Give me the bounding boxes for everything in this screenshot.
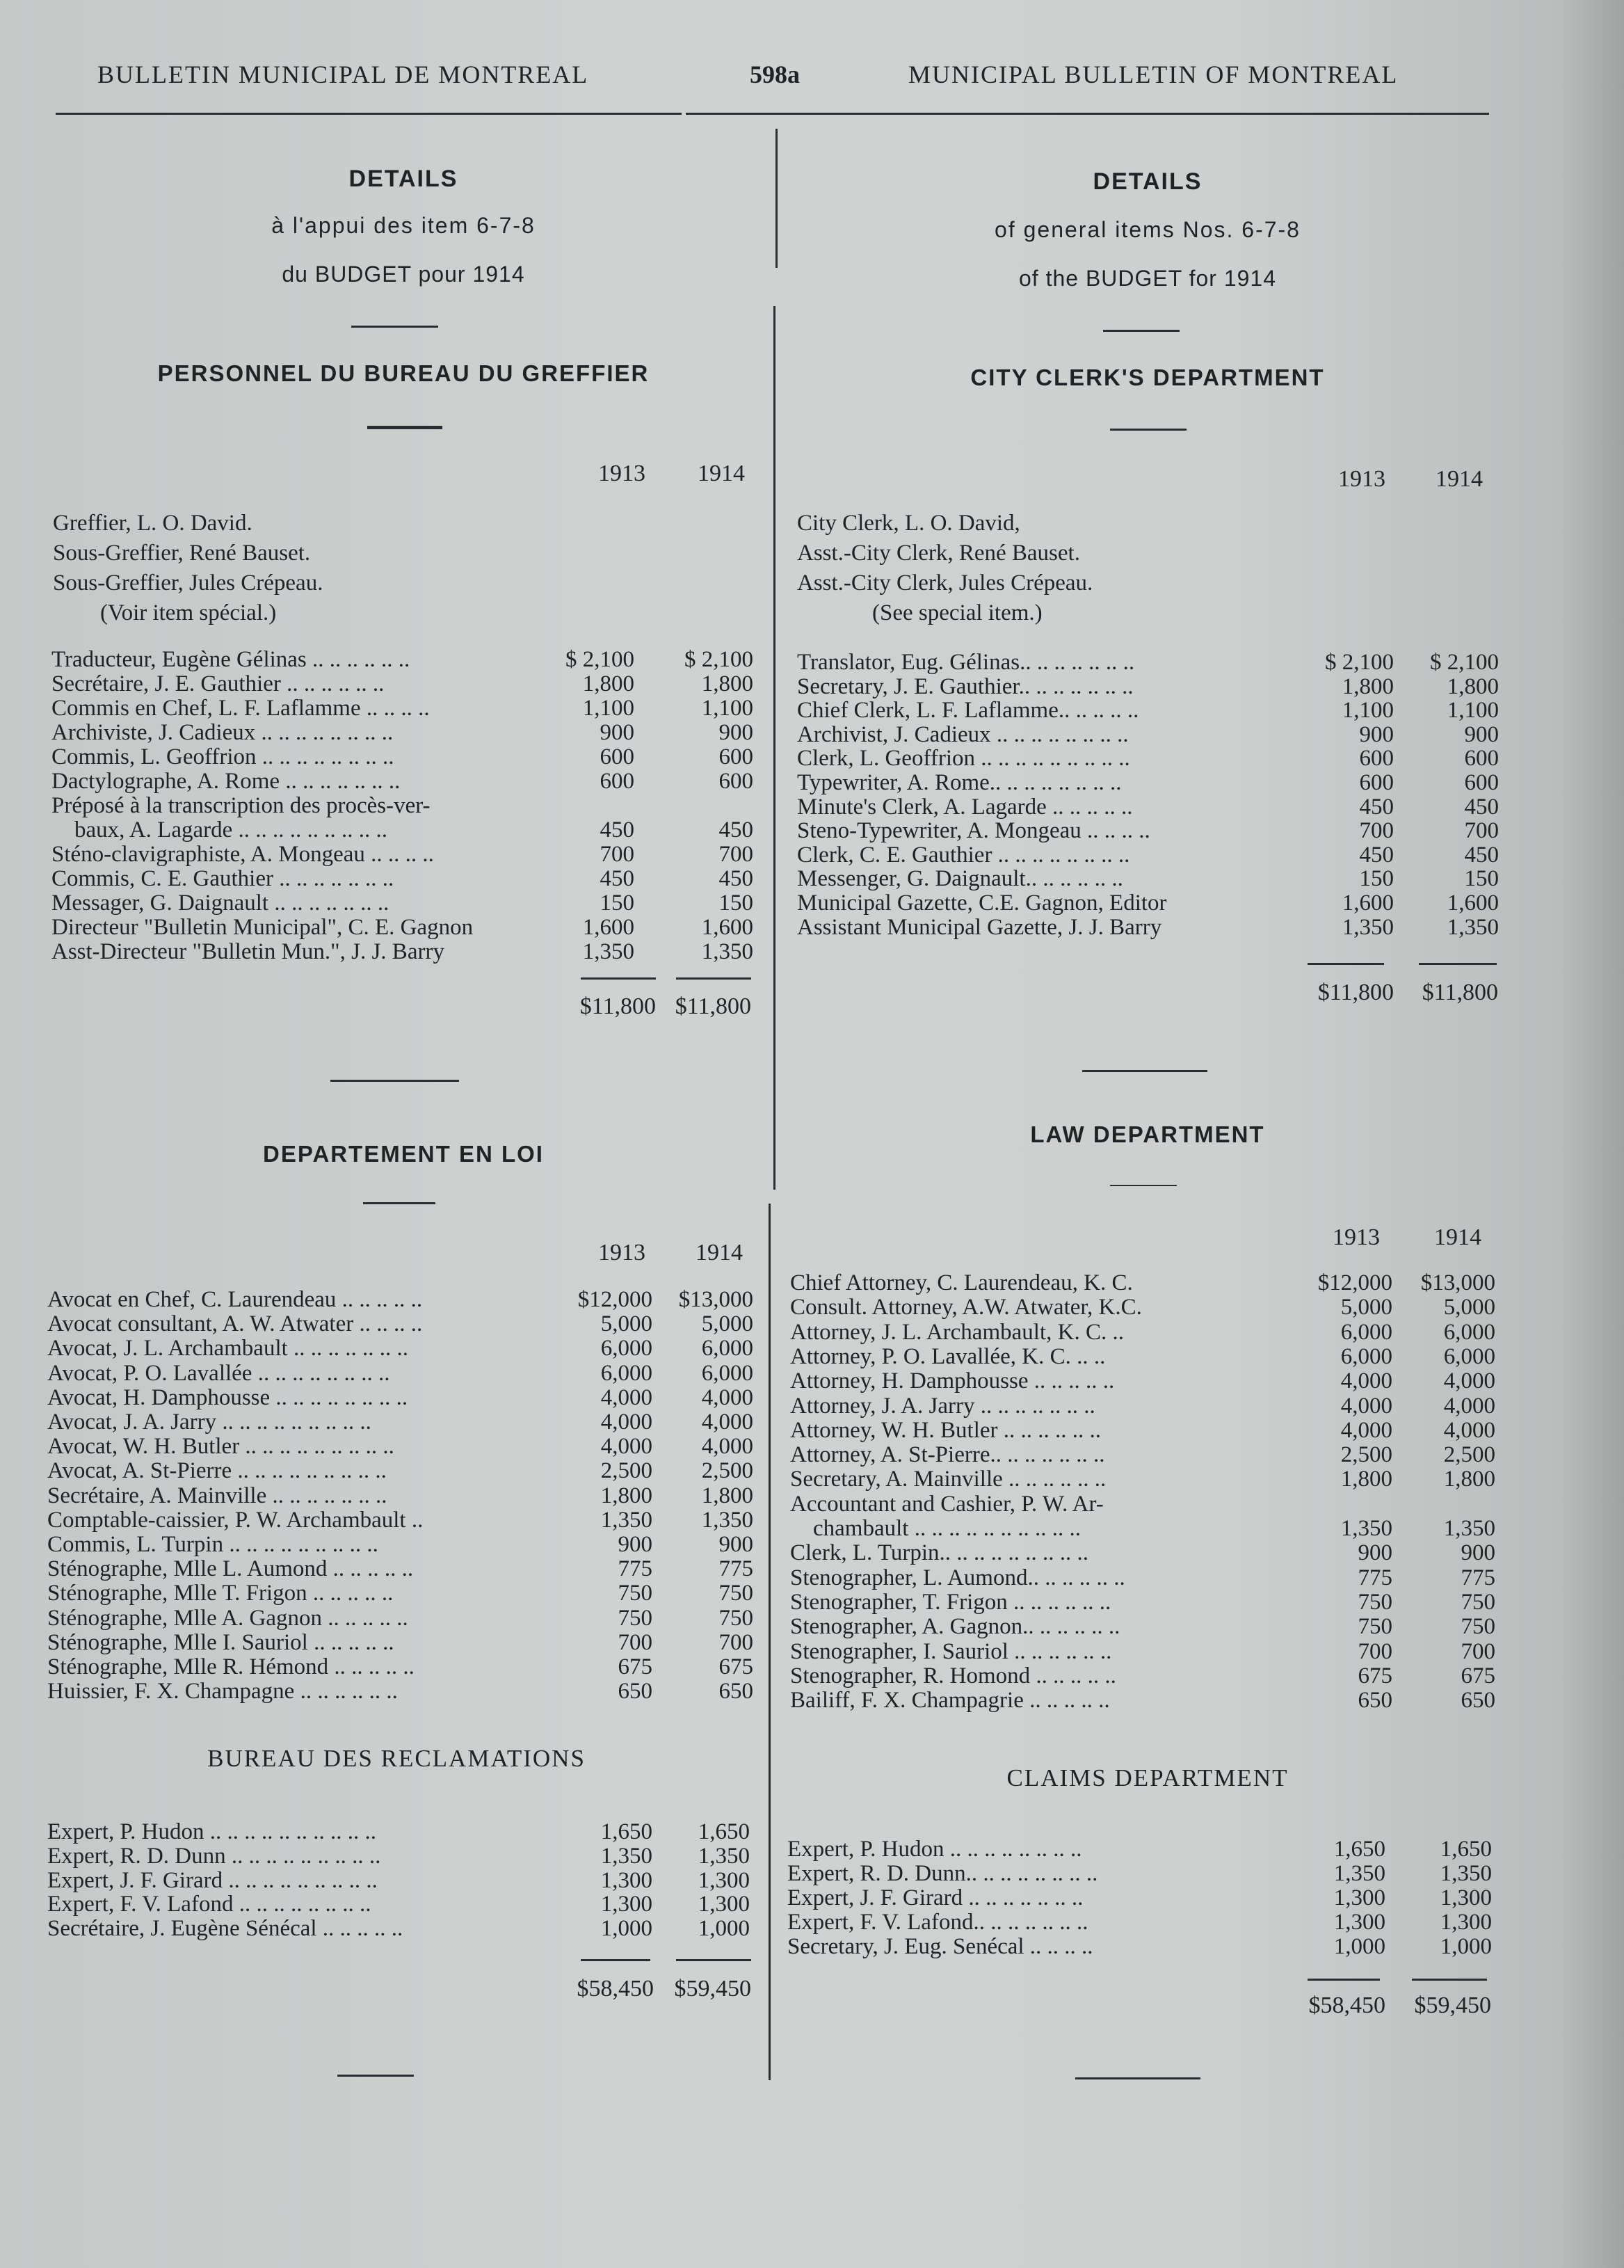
en-section-title-claims: CLAIMS DEPARTMENT bbox=[1006, 1764, 1289, 1791]
en-amount-1914: 600 bbox=[1464, 770, 1499, 795]
en-amount-1913: 750 bbox=[1358, 1614, 1392, 1640]
en-row-label: Clerk, L. Turpin.. .. .. .. .. .. .. .. .. bbox=[790, 1540, 1089, 1566]
en-amount-1913: 900 bbox=[1359, 721, 1394, 747]
fr-year-1913: 1913 bbox=[598, 1240, 645, 1265]
en-amount-1913: $12,000 bbox=[1317, 1270, 1392, 1295]
en-table-row bbox=[797, 891, 1499, 916]
en-divider bbox=[1082, 1070, 1207, 1072]
fr-amount-1913: 700 bbox=[618, 1629, 652, 1655]
fr-row-label: Avocat, W. H. Butler .. .. .. .. .. .. .. .. .. bbox=[47, 1434, 394, 1460]
en-amount-1913: 1,100 bbox=[1342, 698, 1394, 724]
fr-year-1913: 1913 bbox=[598, 461, 645, 486]
en-row-label: Clerk, C. E. Gauthier .. .. .. .. .. .. .. .. bbox=[797, 842, 1130, 868]
en-amount-1914: 1,350 bbox=[1440, 1861, 1492, 1886]
en-amount-1914: 4,000 bbox=[1443, 1368, 1495, 1394]
en-table-row bbox=[797, 794, 1499, 820]
en-row-label: Stenographer, A. Gagnon.. .. .. .. .. .. bbox=[790, 1614, 1120, 1640]
en-subtitle-2: of the BUDGET for 1914 bbox=[1018, 266, 1277, 291]
header-right: MUNICIPAL BULLETIN OF MONTREAL bbox=[908, 61, 1399, 88]
en-amount-1913: 5,000 bbox=[1340, 1295, 1392, 1320]
en-table-row bbox=[790, 1590, 1495, 1615]
en-amount-1913: 1,650 bbox=[1333, 1837, 1385, 1862]
fr-amount-1913: 900 bbox=[600, 720, 634, 745]
en-table-row bbox=[790, 1442, 1495, 1467]
en-amount-1913: 650 bbox=[1358, 1688, 1392, 1714]
fr-amount-1913: 1,800 bbox=[582, 671, 634, 696]
en-row-label: Attorney, W. H. Butler .. .. .. .. .. .. bbox=[790, 1417, 1101, 1443]
en-staff-line: City Clerk, L. O. David, bbox=[797, 511, 1020, 536]
fr-row-label: Expert, P. Hudon .. .. .. .. .. .. .. .. .. .. bbox=[47, 1819, 376, 1844]
en-row-label: Typewriter, A. Rome.. .. .. .. .. .. .. .. bbox=[797, 770, 1122, 795]
fr-amount-1914: 4,000 bbox=[701, 1384, 753, 1410]
fr-amount-1913: 1,300 bbox=[600, 1892, 652, 1917]
en-amount-1914: 450 bbox=[1464, 842, 1499, 868]
en-total-1913: $11,800 bbox=[1317, 980, 1394, 1005]
fr-row-label: Sténographe, Mlle T. Frigon .. .. .. .. .. bbox=[47, 1581, 394, 1606]
fr-row-label: Secrétaire, J. E. Gauthier .. .. .. .. .. .. bbox=[51, 671, 385, 696]
en-sum-rule-1913 bbox=[1308, 963, 1384, 965]
en-details-title: DETAILS bbox=[1093, 168, 1203, 195]
en-amount-1914: 1,350 bbox=[1447, 914, 1499, 940]
fr-row-label: Sténo-clavigraphiste, A. Mongeau .. .. .. .. bbox=[51, 842, 434, 867]
en-amount-1913: 1,350 bbox=[1333, 1861, 1385, 1886]
en-amount-1913: $ 2,100 bbox=[1325, 650, 1394, 675]
en-amount-1914: 1,800 bbox=[1443, 1467, 1495, 1492]
fr-amount-1914: 650 bbox=[718, 1679, 753, 1704]
en-amount-1914: 450 bbox=[1464, 794, 1499, 820]
fr-amount-1913: 1,350 bbox=[600, 1507, 652, 1533]
en-table-row bbox=[797, 674, 1499, 699]
en-year-1914: 1914 bbox=[1436, 466, 1483, 492]
fr-amount-1913: 1,800 bbox=[600, 1483, 652, 1508]
en-divider bbox=[1110, 1185, 1177, 1186]
fr-row-label: Avocat, J. A. Jarry .. .. .. .. .. .. .. .. .. bbox=[47, 1409, 371, 1435]
fr-row-label: Secrétaire, A. Mainville .. .. .. .. .. .. .. bbox=[47, 1483, 387, 1508]
fr-amount-1914: 4,000 bbox=[701, 1434, 753, 1460]
fr-amount-1914: 450 bbox=[718, 866, 753, 891]
fr-amount-1913: 4,000 bbox=[600, 1434, 652, 1460]
fr-subtitle-2: du BUDGET pour 1914 bbox=[282, 262, 525, 287]
fr-amount-1914: 1,800 bbox=[701, 1483, 753, 1508]
en-total-1913: $58,450 bbox=[1308, 1993, 1385, 2018]
en-table-row bbox=[790, 1344, 1495, 1369]
en-amount-1914: 6,000 bbox=[1443, 1319, 1495, 1345]
en-year-1913: 1913 bbox=[1333, 1224, 1380, 1250]
page-number: 598a bbox=[750, 61, 800, 88]
fr-amount-1913: 450 bbox=[600, 866, 634, 891]
fr-row-label: Sténographe, Mlle I. Sauriol .. .. .. .. .. bbox=[47, 1629, 394, 1655]
fr-amount-1913: 900 bbox=[618, 1532, 652, 1557]
en-row-label: Municipal Gazette, C.E. Gagnon, Editor bbox=[797, 891, 1167, 916]
en-amount-1913: 1,300 bbox=[1333, 1885, 1385, 1910]
fr-row-label: Avocat, J. L. Archambault .. .. .. .. .. .. .. bbox=[47, 1336, 409, 1361]
fr-amount-1913: 4,000 bbox=[600, 1384, 652, 1410]
en-row-label: Chief Clerk, L. F. Laflamme.. .. .. .. .. bbox=[797, 698, 1139, 724]
en-table-row bbox=[797, 698, 1499, 723]
en-table-row bbox=[797, 746, 1499, 771]
en-table-row bbox=[790, 1663, 1495, 1688]
en-amount-1914: 1,600 bbox=[1447, 891, 1499, 916]
en-table-row bbox=[787, 1910, 1492, 1935]
fr-row-label: Sténographe, Mlle A. Gagnon .. .. .. .. .. bbox=[47, 1605, 408, 1631]
en-amount-1913: 700 bbox=[1358, 1638, 1392, 1664]
en-row-label: Archivist, J. Cadieux .. .. .. .. .. .. .. .. bbox=[797, 721, 1129, 747]
fr-section-title-loi: DEPARTEMENT EN LOI bbox=[263, 1141, 544, 1167]
en-amount-1914: 1,000 bbox=[1440, 1934, 1492, 1959]
fr-amount-1913: 5,000 bbox=[600, 1311, 652, 1337]
fr-staff-line: Sous-Greffier, Jules Crépeau. bbox=[53, 570, 323, 596]
fr-row-label: Secrétaire, J. Eugène Sénécal .. .. .. .. .. bbox=[47, 1916, 403, 1942]
en-row-label: Assistant Municipal Gazette, J. J. Barry bbox=[797, 914, 1162, 940]
en-table-row bbox=[790, 1565, 1495, 1590]
en-row-label: Attorney, J. A. Jarry .. .. .. .. .. .. .. bbox=[790, 1393, 1095, 1419]
fr-row-label: Traducteur, Eugène Gélinas .. .. .. .. .. .. bbox=[51, 647, 410, 672]
fr-year-1914: 1914 bbox=[698, 461, 745, 486]
fr-amount-1914: 750 bbox=[718, 1581, 753, 1606]
fr-amount-1914: $ 2,100 bbox=[684, 647, 753, 672]
fr-row-label: Sténographe, Mlle L. Aumond .. .. .. .. .. bbox=[47, 1556, 414, 1582]
en-table-row bbox=[790, 1492, 1495, 1517]
en-amount-1914: 900 bbox=[1464, 721, 1499, 747]
en-row-label: Expert, R. D. Dunn.. .. .. .. .. .. .. .. bbox=[787, 1861, 1098, 1886]
en-row-label: Attorney, H. Damphousse .. .. .. .. .. bbox=[790, 1368, 1115, 1394]
en-amount-1913: 6,000 bbox=[1340, 1319, 1392, 1345]
en-row-label: Secretary, J. E. Gauthier.. .. .. .. .. .. .. bbox=[797, 673, 1134, 699]
en-row-label: Secretary, J. Eug. Senécal .. .. .. .. bbox=[787, 1934, 1093, 1959]
en-amount-1914: 150 bbox=[1464, 866, 1499, 892]
fr-section-title-greffier: PERSONNEL DU BUREAU DU GREFFIER bbox=[157, 360, 650, 386]
en-row-label: chambault .. .. .. .. .. .. .. .. .. .. bbox=[790, 1516, 1081, 1541]
en-row-label: Attorney, P. O. Lavallée, K. C. .. .. bbox=[790, 1343, 1106, 1369]
fr-amount-1913: 2,500 bbox=[600, 1458, 652, 1484]
en-row-label: Secretary, A. Mainville .. .. .. .. .. .. bbox=[790, 1467, 1107, 1492]
fr-amount-1914: 775 bbox=[718, 1556, 753, 1582]
fr-details-title: DETAILS bbox=[348, 166, 458, 192]
fr-row-label: Avocat, A. St-Pierre .. .. .. .. .. .. .. .. .. bbox=[47, 1458, 387, 1484]
fr-amount-1913: 1,350 bbox=[582, 939, 634, 964]
fr-amount-1913: 1,350 bbox=[600, 1843, 652, 1869]
en-amount-1913: 675 bbox=[1358, 1663, 1392, 1688]
fr-amount-1914: 1,000 bbox=[698, 1916, 750, 1942]
en-year-1913: 1913 bbox=[1338, 466, 1385, 492]
en-amount-1913: 4,000 bbox=[1340, 1393, 1392, 1419]
fr-amount-1914: 700 bbox=[718, 842, 753, 867]
fr-row-label: Expert, J. F. Girard .. .. .. .. .. .. .. .. .. bbox=[47, 1867, 378, 1893]
en-amount-1914: 650 bbox=[1461, 1688, 1495, 1714]
en-table-row bbox=[790, 1540, 1495, 1565]
en-table-row bbox=[790, 1393, 1495, 1419]
en-table-row bbox=[797, 915, 1499, 940]
en-row-label: Expert, P. Hudon .. .. .. .. .. .. .. .. bbox=[787, 1837, 1082, 1862]
fr-amount-1914: 1,300 bbox=[698, 1892, 750, 1917]
en-amount-1914: 675 bbox=[1461, 1663, 1495, 1688]
fr-total-1913: $11,800 bbox=[579, 993, 656, 1019]
en-table-row bbox=[790, 1516, 1495, 1541]
fr-amount-1913: 1,650 bbox=[600, 1819, 652, 1844]
fr-amount-1914: 675 bbox=[718, 1654, 753, 1679]
en-table-row bbox=[790, 1270, 1495, 1295]
en-table-row bbox=[790, 1639, 1495, 1664]
fr-amount-1914: 6,000 bbox=[701, 1336, 753, 1361]
fr-amount-1913: $12,000 bbox=[577, 1287, 652, 1312]
fr-amount-1914: 450 bbox=[718, 817, 753, 842]
en-staff-line: Asst.-City Clerk, René Bauset. bbox=[797, 541, 1080, 566]
en-amount-1914: $13,000 bbox=[1420, 1270, 1495, 1295]
en-row-label: Stenographer, T. Frigon .. .. .. .. .. .. bbox=[790, 1589, 1111, 1615]
fr-amount-1914: 1,650 bbox=[698, 1819, 750, 1844]
header-left: BULLETIN MUNICIPAL DE MONTREAL bbox=[97, 61, 589, 88]
fr-staff-line: Sous-Greffier, René Bauset. bbox=[53, 541, 311, 566]
en-row-label: Attorney, A. St-Pierre.. .. .. .. .. .. .. bbox=[790, 1442, 1105, 1468]
en-row-label: Stenographer, L. Aumond.. .. .. .. .. .. bbox=[790, 1565, 1125, 1590]
en-amount-1913: 4,000 bbox=[1340, 1417, 1392, 1443]
fr-total-1913: $58,450 bbox=[577, 1976, 654, 2002]
fr-row-label: Messager, G. Daignault .. .. .. .. .. .. .. bbox=[51, 891, 389, 916]
en-amount-1913: 1,350 bbox=[1340, 1516, 1392, 1541]
en-row-label: Expert, F. V. Lafond.. .. .. .. .. .. .. bbox=[787, 1910, 1088, 1935]
fr-row-label: Commis en Chef, L. F. Laflamme .. .. .. .. bbox=[51, 696, 430, 721]
en-table-row bbox=[797, 818, 1499, 843]
en-row-label: Translator, Eug. Gélinas.. .. .. .. .. .. .. bbox=[797, 650, 1135, 675]
en-amount-1913: 700 bbox=[1359, 818, 1394, 844]
en-table-row bbox=[787, 1885, 1492, 1910]
en-amount-1913: 750 bbox=[1358, 1589, 1392, 1615]
fr-amount-1913: 6,000 bbox=[600, 1336, 652, 1361]
en-amount-1913: 4,000 bbox=[1340, 1368, 1392, 1394]
en-row-label: Messenger, G. Daignault.. .. .. .. .. .. bbox=[797, 866, 1123, 892]
fr-staff-line: Greffier, L. O. David. bbox=[53, 511, 252, 536]
fr-row-label: Commis, L. Turpin .. .. .. .. .. .. .. .. .. bbox=[47, 1532, 378, 1557]
en-amount-1914: 4,000 bbox=[1443, 1393, 1495, 1419]
fr-amount-1913: 1,000 bbox=[600, 1916, 652, 1942]
en-amount-1914: 900 bbox=[1461, 1540, 1495, 1566]
fr-amount-1914: 700 bbox=[718, 1629, 753, 1655]
en-section-title-clerk: CITY CLERK'S DEPARTMENT bbox=[970, 365, 1325, 390]
fr-amount-1913: 150 bbox=[600, 891, 634, 916]
en-amount-1913: 775 bbox=[1358, 1565, 1392, 1590]
en-amount-1914: 600 bbox=[1464, 746, 1499, 772]
en-amount-1914: 1,300 bbox=[1440, 1910, 1492, 1935]
en-end-divider bbox=[1075, 2077, 1200, 2079]
fr-row-label: Directeur "Bulletin Municipal", C. E. Gagnon bbox=[51, 915, 474, 940]
en-amount-1914: $ 2,100 bbox=[1430, 650, 1499, 675]
fr-amount-1913: 1,100 bbox=[582, 696, 634, 721]
fr-amount-1913: 600 bbox=[600, 744, 634, 769]
en-table-row bbox=[797, 722, 1499, 747]
fr-row-label: Asst-Directeur "Bulletin Mun.", J. J. Barry bbox=[51, 939, 444, 964]
fr-row-label: Avocat en Chef, C. Laurendeau .. .. .. .. .. bbox=[47, 1287, 423, 1312]
fr-amount-1914: 4,000 bbox=[701, 1409, 753, 1435]
fr-subtitle-1: à l'appui des item 6-7-8 bbox=[271, 213, 536, 238]
en-row-label: Minute's Clerk, A. Lagarde .. .. .. .. .. bbox=[797, 794, 1133, 820]
fr-row-label: Commis, C. E. Gauthier .. .. .. .. .. .. .. bbox=[51, 866, 394, 891]
en-table-row bbox=[797, 770, 1499, 795]
en-amount-1913: 1,800 bbox=[1340, 1467, 1392, 1492]
en-staff-note: (See special item.) bbox=[872, 600, 1043, 625]
en-table-row bbox=[790, 1418, 1495, 1443]
en-sum-rule-1914 bbox=[1419, 963, 1497, 965]
en-row-label: Expert, J. F. Girard .. .. .. .. .. .. .. bbox=[787, 1885, 1084, 1910]
fr-row-label: Sténographe, Mlle R. Hémond .. .. .. .. .. bbox=[47, 1654, 415, 1679]
en-divider bbox=[1110, 429, 1187, 431]
fr-section-title-reclamations: BUREAU DES RECLAMATIONS bbox=[207, 1745, 586, 1772]
en-amount-1913: 1,350 bbox=[1342, 914, 1394, 940]
fr-amount-1914: 900 bbox=[718, 1532, 753, 1557]
en-table-row bbox=[797, 842, 1499, 868]
en-staff-line: Asst.-City Clerk, Jules Crépeau. bbox=[797, 570, 1093, 596]
fr-amount-1914: 150 bbox=[718, 891, 753, 916]
fr-amount-1913: 1,300 bbox=[600, 1867, 652, 1893]
en-amount-1914: 1,350 bbox=[1443, 1516, 1495, 1541]
en-total-1914: $59,450 bbox=[1414, 1993, 1491, 2018]
en-amount-1913: 2,500 bbox=[1340, 1442, 1392, 1468]
en-amount-1913: 1,800 bbox=[1342, 673, 1394, 699]
en-amount-1913: 1,300 bbox=[1333, 1910, 1385, 1935]
fr-amount-1914: 750 bbox=[718, 1605, 753, 1631]
en-table-row bbox=[790, 1614, 1495, 1639]
en-amount-1913: 600 bbox=[1359, 770, 1394, 795]
fr-amount-1913: 750 bbox=[618, 1605, 652, 1631]
en-amount-1913: 150 bbox=[1359, 866, 1394, 892]
en-row-label: Steno-Typewriter, A. Mongeau .. .. .. .. bbox=[797, 818, 1150, 844]
en-amount-1913: 600 bbox=[1359, 746, 1394, 772]
fr-amount-1914: 600 bbox=[718, 744, 753, 769]
fr-staff-note: (Voir item spécial.) bbox=[100, 600, 277, 625]
en-table-row bbox=[790, 1368, 1495, 1393]
fr-amount-1914: $13,000 bbox=[678, 1287, 753, 1312]
fr-row-label: Avocat, H. Damphousse .. .. .. .. .. .. .. .. bbox=[47, 1384, 408, 1410]
en-amount-1914: 750 bbox=[1461, 1589, 1495, 1615]
en-section-title-law: LAW DEPARTMENT bbox=[1030, 1121, 1265, 1147]
en-amount-1914: 700 bbox=[1461, 1638, 1495, 1664]
fr-amount-1914: 1,600 bbox=[701, 915, 753, 940]
fr-amount-1914: 1,350 bbox=[701, 1507, 753, 1533]
fr-amount-1914: 600 bbox=[718, 769, 753, 794]
fr-row-label: Comptable-caissier, P. W. Archambault .. bbox=[47, 1507, 424, 1533]
fr-row-label: Préposé à la transcription des procès-ver- bbox=[51, 793, 431, 818]
en-row-label: Accountant and Cashier, P. W. Ar- bbox=[790, 1491, 1104, 1517]
en-table-row bbox=[790, 1295, 1495, 1320]
fr-total-1914: $59,450 bbox=[674, 1976, 751, 2002]
fr-amount-1913: 600 bbox=[600, 769, 634, 794]
en-amount-1914: 2,500 bbox=[1443, 1442, 1495, 1468]
fr-amount-1913: 700 bbox=[600, 842, 634, 867]
en-amount-1913: 450 bbox=[1359, 794, 1394, 820]
en-row-label: Bailiff, F. X. Champagrie .. .. .. .. .. bbox=[790, 1688, 1110, 1714]
fr-row-label: Dactylographe, A. Rome .. .. .. .. .. .. .. bbox=[51, 769, 401, 794]
en-amount-1913: 1,000 bbox=[1333, 1934, 1385, 1959]
en-amount-1914: 6,000 bbox=[1443, 1343, 1495, 1369]
fr-amount-1914: 1,350 bbox=[698, 1843, 750, 1869]
en-divider bbox=[1103, 330, 1180, 332]
en-table-row bbox=[787, 1861, 1492, 1886]
en-table-row bbox=[787, 1837, 1492, 1862]
en-row-label: Stenographer, R. Homond .. .. .. .. .. bbox=[790, 1663, 1116, 1688]
fr-amount-1913: 750 bbox=[618, 1581, 652, 1606]
en-table-row bbox=[797, 650, 1499, 675]
fr-amount-1914: 5,000 bbox=[701, 1311, 753, 1337]
en-amount-1913: 450 bbox=[1359, 842, 1394, 868]
en-amount-1913: 1,600 bbox=[1342, 891, 1394, 916]
fr-amount-1913: 775 bbox=[618, 1556, 652, 1582]
en-row-label: Stenographer, I. Sauriol .. .. .. .. .. .. bbox=[790, 1638, 1112, 1664]
fr-amount-1913: 675 bbox=[618, 1654, 652, 1679]
fr-row-label: Expert, F. V. Lafond .. .. .. .. .. .. .. .. bbox=[47, 1892, 371, 1917]
fr-row-label: baux, A. Lagarde .. .. .. .. .. .. .. .. .. bbox=[51, 817, 387, 842]
fr-row-label: Expert, R. D. Dunn .. .. .. .. .. .. .. .. .. bbox=[47, 1843, 381, 1869]
en-row-label: Clerk, L. Geoffrion .. .. .. .. .. .. .. .. .. bbox=[797, 746, 1130, 772]
en-table-row bbox=[790, 1467, 1495, 1492]
fr-amount-1913: 6,000 bbox=[600, 1360, 652, 1386]
en-amount-1913: 900 bbox=[1358, 1540, 1392, 1566]
en-amount-1914: 1,650 bbox=[1440, 1837, 1492, 1862]
en-sum-rule-1914 bbox=[1412, 1979, 1487, 1981]
fr-row-label: Commis, L. Geoffrion .. .. .. .. .. .. .. .. bbox=[51, 744, 394, 769]
en-total-1914: $11,800 bbox=[1422, 980, 1498, 1005]
en-amount-1914: 700 bbox=[1464, 818, 1499, 844]
en-table-row bbox=[790, 1320, 1495, 1345]
en-amount-1914: 775 bbox=[1461, 1565, 1495, 1590]
en-amount-1914: 1,100 bbox=[1447, 698, 1499, 724]
fr-amount-1913: 4,000 bbox=[600, 1409, 652, 1435]
fr-amount-1913: 650 bbox=[618, 1679, 652, 1704]
en-sum-rule-1913 bbox=[1308, 1979, 1380, 1981]
fr-amount-1914: 1,100 bbox=[701, 696, 753, 721]
fr-amount-1914: 2,500 bbox=[701, 1458, 753, 1484]
fr-year-1914: 1914 bbox=[696, 1240, 743, 1265]
en-row-label: Consult. Attorney, A.W. Atwater, K.C. bbox=[790, 1295, 1142, 1320]
fr-row-label: Archiviste, J. Cadieux .. .. .. .. .. .. .. .. bbox=[51, 720, 394, 745]
en-row-label: Attorney, J. L. Archambault, K. C. .. bbox=[790, 1319, 1124, 1345]
fr-amount-1913: 450 bbox=[600, 817, 634, 842]
en-amount-1914: 1,800 bbox=[1447, 673, 1499, 699]
en-year-1914: 1914 bbox=[1434, 1224, 1481, 1250]
en-table-row bbox=[787, 1934, 1492, 1959]
en-amount-1913: 6,000 bbox=[1340, 1343, 1392, 1369]
en-table-row bbox=[790, 1688, 1495, 1713]
fr-row-label: Avocat consultant, A. W. Atwater .. .. .. .. bbox=[47, 1311, 423, 1337]
en-amount-1914: 1,300 bbox=[1440, 1885, 1492, 1910]
en-amount-1914: 4,000 bbox=[1443, 1417, 1495, 1443]
en-table-row bbox=[797, 866, 1499, 891]
fr-row-label: Avocat, P. O. Lavallée .. .. .. .. .. .. .. .. bbox=[47, 1360, 390, 1386]
fr-row-label: Huissier, F. X. Champagne .. .. .. .. .. .. bbox=[47, 1679, 398, 1704]
fr-amount-1914: 1,300 bbox=[698, 1867, 750, 1893]
fr-amount-1914: 6,000 bbox=[701, 1360, 753, 1386]
en-amount-1914: 750 bbox=[1461, 1614, 1495, 1640]
fr-amount-1913: 1,600 bbox=[582, 915, 634, 940]
fr-amount-1913: $ 2,100 bbox=[565, 647, 634, 672]
en-row-label: Chief Attorney, C. Laurendeau, K. C. bbox=[790, 1270, 1133, 1295]
fr-amount-1914: 900 bbox=[718, 720, 753, 745]
fr-total-1914: $11,800 bbox=[675, 993, 751, 1019]
en-subtitle-1: of general items Nos. 6-7-8 bbox=[995, 217, 1301, 242]
en-amount-1914: 5,000 bbox=[1443, 1295, 1495, 1320]
fr-amount-1914: 1,800 bbox=[701, 671, 753, 696]
fr-amount-1914: 1,350 bbox=[701, 939, 753, 964]
